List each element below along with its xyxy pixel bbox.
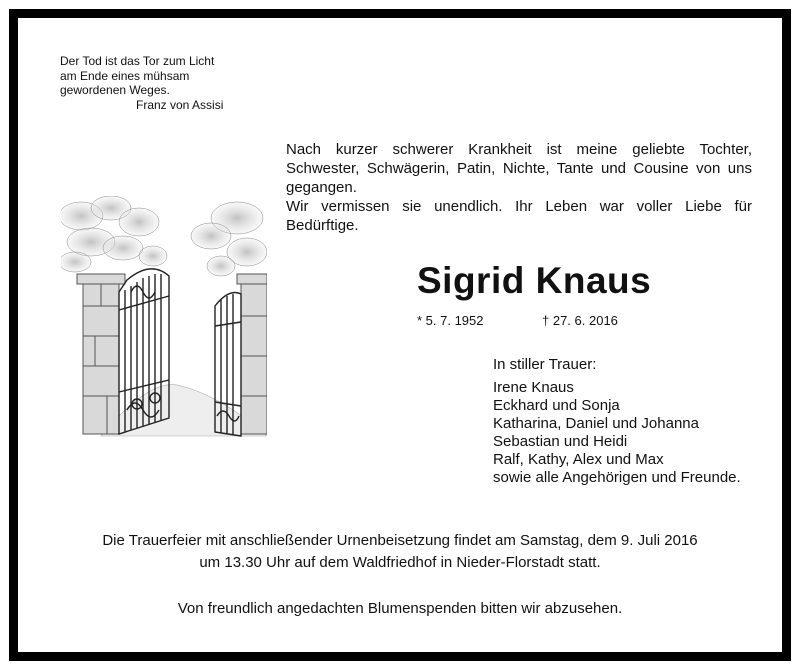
funeral-notice xyxy=(18,530,782,574)
mourner-name: Eckhard und Sonja xyxy=(493,397,620,414)
mourners-header: In stiller Trauer: xyxy=(493,356,597,373)
death-date: † 27. 6. 2016 xyxy=(542,313,618,328)
quote-line: am Ende eines mühsam xyxy=(60,68,190,83)
quote-author: Franz von Assisi xyxy=(136,97,224,112)
foliage-left xyxy=(61,196,167,272)
announcement-paragraph: Wir vermissen sie unendlich. Ihr Leben war voller Liebe für Bedürftige. xyxy=(286,198,752,234)
announcement-text xyxy=(286,140,752,235)
life-dates xyxy=(417,313,618,328)
mourners-block xyxy=(493,356,741,487)
quote-block xyxy=(60,54,223,112)
garden-gate-illustration xyxy=(61,196,267,440)
birth-date: * 5. 7. 1952 xyxy=(417,313,484,328)
deceased-name: Sigrid Knaus xyxy=(417,260,652,301)
funeral-line: um 13.30 Uhr auf dem Waldfriedhof in Nieder-Florstadt statt. xyxy=(199,554,601,571)
mourner-name: Sebastian und Heidi xyxy=(493,433,628,450)
obituary-frame xyxy=(9,9,791,661)
funeral-line: Die Trauerfeier mit anschließender Urnenbeisetzung findet am Samstag, dem 9. Juli 2016 xyxy=(102,532,698,549)
announcement-paragraph: Nach kurzer schwerer Krankheit ist meine geliebte Tochter, Schwester, Schwägerin, Patin, Nichte, Tante und Cousine von uns gegangen. xyxy=(286,141,752,196)
mourner-name: Ralf, Kathy, Alex und Max xyxy=(493,451,664,468)
flowers-note: Von freundlich angedachten Blumenspenden bitten wir abzusehen. xyxy=(177,600,623,617)
mourner-name: Katharina, Daniel und Johanna xyxy=(493,415,699,432)
quote-line: Der Tod ist das Tor zum Licht xyxy=(60,54,215,68)
foliage-right xyxy=(191,202,267,276)
quote-line: gewordenen Weges. xyxy=(60,83,170,97)
mourner-name: Irene Knaus xyxy=(493,379,574,396)
mourner-name: sowie alle Angehörigen und Freunde. xyxy=(493,469,741,486)
pillar-left xyxy=(77,274,125,434)
